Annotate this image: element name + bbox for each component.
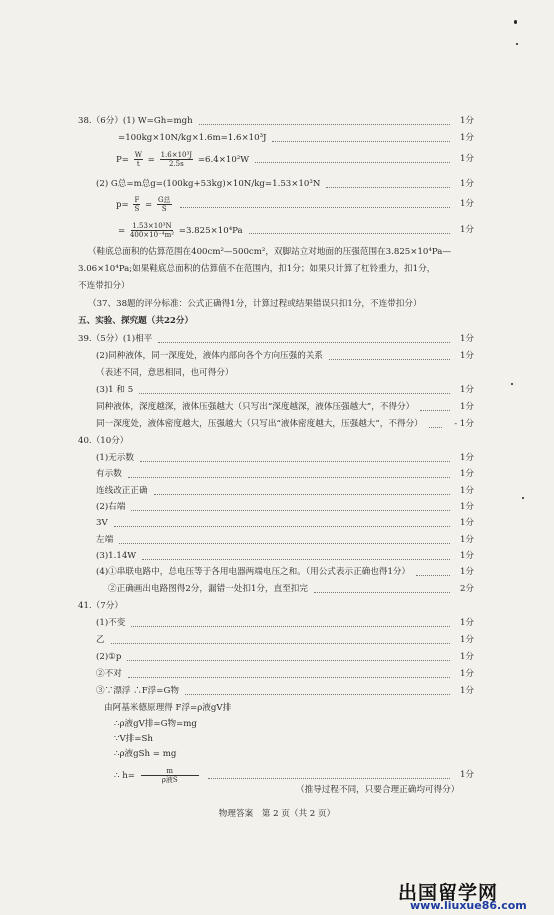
q40-line-8: (4)①串联电路中，总电压等于各用电器两端电压之和。（用公式表示正确也得1分） 1分: [96, 567, 474, 577]
q40-line-7: (3)1.14W 1分: [96, 551, 474, 561]
section-heading: 五、实验、探究题（共22分）: [78, 316, 194, 326]
q40-line-1: (1)无示数 1分: [96, 453, 474, 463]
watermark-url: www.liuxue86.com: [410, 899, 527, 912]
q41-note: （推导过程不同，只要合理正确均可得分）: [296, 785, 460, 795]
q40-line-4: (2)右端 1分: [96, 502, 474, 512]
q41-line-2: 乙 1分: [96, 635, 474, 645]
q38-line-5: p= $\frac{F}{S}$ = $\frac{\text{G总}}{S}$ 1分: [116, 195, 474, 213]
q41-line-4: ②不对 1分: [96, 669, 474, 679]
q40-line-5: 3V 1分: [96, 518, 474, 528]
q39-line-2: (2)同种液体，同一深度处，液体内部向各个方向压强的关系 1分: [96, 351, 474, 361]
q41-line-10: ∴ h= $\frac{m}{\text{ρ液S}}$ 1分: [114, 766, 474, 784]
q39-line-6: 同一深度处，液体密度越大，压强越大（只写出“液体密度越大，压强越大”，不得分） - 1分: [96, 419, 474, 429]
q40-line-6: 左端 1分: [96, 535, 474, 545]
q40-line-2: 有示数 1分: [96, 469, 474, 479]
q41-line-9: ∴ρ液gSh = mg: [114, 749, 177, 759]
q39-line-4: (3)1 和 5 1分: [96, 385, 474, 395]
q38-note-1: （鞋底总面积的估算范围在400cm²—500cm²，双脚站立对地面的压强范围在3.825×10⁴Pa—: [88, 247, 451, 257]
q40-title: 40.（10分）: [78, 436, 129, 446]
q41-line-7: ∴ρ液gV排=G物=mg: [114, 719, 197, 729]
q40-line-3: 连线改正正确 1分: [96, 486, 474, 496]
q40-line-9: ②正确画出电路图得2分，漏错一处扣1分，直至扣完 2分: [108, 584, 474, 594]
scan-speck: [516, 43, 518, 45]
q38-line-4: (2) G总=m总g=(100kg+53kg)×10N/kg=1.53×10³N 1分: [96, 179, 474, 189]
q38-line-2: =100kg×10N/kg×1.6m=1.6×10³J 1分: [118, 133, 474, 143]
q38-line-1: 38.（6分）(1) W=Gh=mgh 1分: [78, 116, 474, 126]
q38-note-2: 3.06×10⁴Pa;如果鞋底总面积的估算值不在范围内，扣1分；如果只计算了杠铃重力，扣1分，: [78, 264, 436, 274]
q41-line-1: (1)不变 1分: [96, 618, 474, 628]
q41-line-3: (2)①p 1分: [96, 652, 474, 662]
q39-line-1: 39.（5分）(1)相平 1分: [78, 334, 474, 344]
q38-line-6: = $\frac{\text{1.53×10³N}}{\text{400×10⁻⁴m²}}$ =3.825×10⁴Pa 1分: [118, 221, 474, 239]
q41-line-6: 由阿基米德原理得 F浮=ρ液gV排: [104, 703, 232, 713]
q38-note-4: （37、38题的评分标准：公式正确得1分，计算过程或结果错误只扣1分，不连带扣分）: [88, 299, 422, 309]
q38-line-3: P= $\frac{W}{t}$ = $\frac{\text{1.6×10³J}}{2.5s}$ =6.4×10²W 1分: [116, 150, 474, 168]
scan-speck: [511, 383, 513, 385]
scan-speck: [522, 497, 524, 499]
q41-line-8: ∵V排=Sh: [114, 734, 153, 744]
q38-note-3: 不连带扣分）: [78, 281, 130, 291]
scan-speck: [514, 20, 517, 24]
q41-title: 41.（7分）: [78, 601, 123, 611]
q39-line-3: （表述不同，意思相同，也可得分）: [96, 368, 234, 378]
q41-line-5: ③∵漂浮 ∴F浮=G物 1分: [96, 686, 474, 696]
watermark-logo: 出国留学网: [398, 882, 499, 904]
q39-line-5: 同种液体，深度越深，液体压强越大（只写出“深度越深，液体压强越大”，不得分） 1分: [96, 402, 474, 412]
page-footer: 物理答案 第 2 页（共 2 页）: [218, 809, 336, 819]
